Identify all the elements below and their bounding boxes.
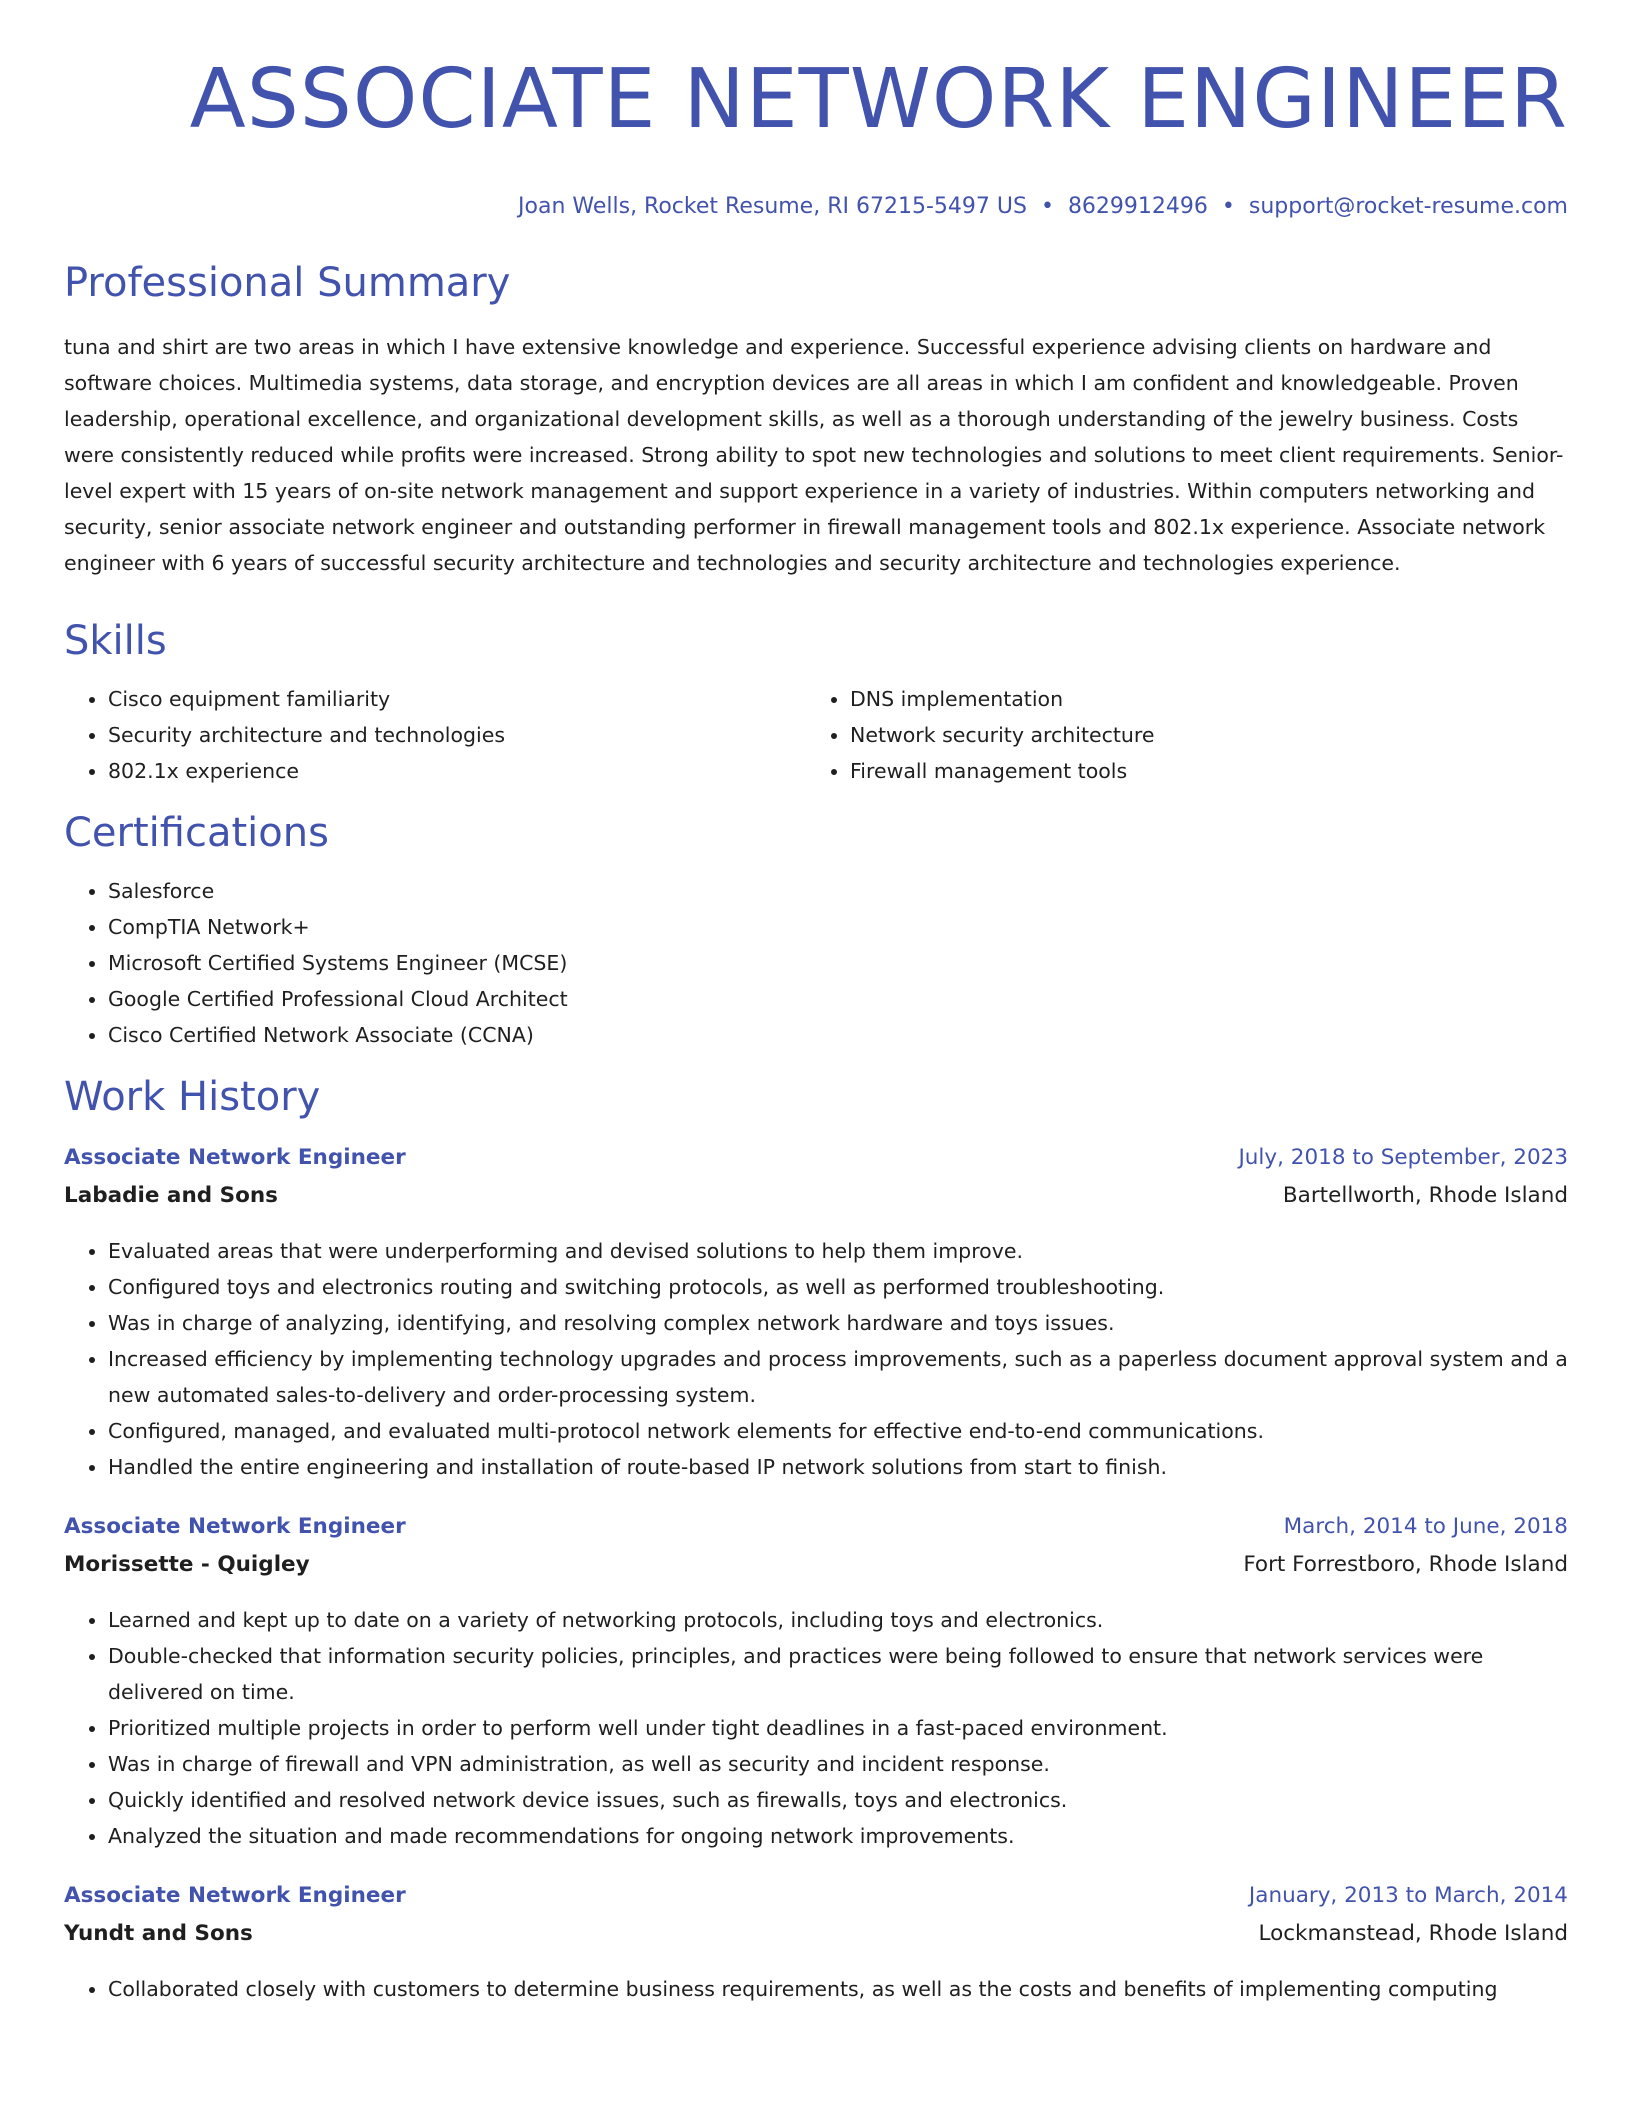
job-bullet: • Configured, managed, and evaluated multi-protocol network elements for effective end-to-end communications. — [108, 1413, 1568, 1449]
job-bullet: • Learned and kept up to date on a variety of networking protocols, including toys and electronics. — [108, 1602, 1568, 1638]
certifications-heading: Certifications — [64, 810, 329, 856]
certification-item: • Microsoft Certified Systems Engineer (MCSE) — [108, 945, 1568, 981]
skill-item: • Firewall management tools — [850, 753, 1548, 789]
job-bullets — [64, 1971, 1568, 2007]
certification-item: • Google Certified Professional Cloud Architect — [108, 981, 1568, 1017]
skill-item: • Network security architecture — [850, 717, 1548, 753]
certification-item: • CompTIA Network+ — [108, 909, 1568, 945]
job-location: Bartellworth, Rhode Island — [1282, 1183, 1568, 1208]
job-bullet: • Prioritized multiple projects in order to perform well under tight deadlines in a fast-paced environment. — [108, 1710, 1568, 1746]
skill-item: • DNS implementation — [850, 681, 1548, 717]
job-bullet: • Was in charge of analyzing, identifying, and resolving complex network hardware and toys issues. — [108, 1305, 1568, 1341]
skills-columns — [64, 681, 1568, 789]
job-bullet: • Evaluated areas that were underperforming and devised solutions to help them improve. — [108, 1233, 1568, 1269]
job-title: Associate Network Engineer — [64, 1883, 406, 1908]
job-company: Morissette - Quigley — [64, 1552, 310, 1577]
job-bullet: • Quickly identified and resolved network device issues, such as firewalls, toys and electronics. — [108, 1782, 1568, 1818]
job-entry — [64, 1514, 1568, 1854]
contact-separator: • — [1040, 194, 1054, 219]
contact-email[interactable]: support@rocket-resume.com — [1248, 194, 1568, 219]
work-history-heading: Work History — [64, 1074, 321, 1120]
job-company: Yundt and Sons — [64, 1921, 253, 1946]
certification-item: • Cisco Certified Network Associate (CCNA) — [108, 1017, 1568, 1053]
contact-separator: • — [1221, 194, 1235, 219]
job-entry — [64, 1883, 1568, 2007]
job-dates: January, 2013 to March, 2014 — [1248, 1883, 1568, 1908]
job-bullets — [64, 1602, 1568, 1854]
job-bullets — [64, 1233, 1568, 1485]
job-bullet: • Double-checked that information security policies, principles, and practices were being followed to ensure that network services were delivered on time. — [108, 1638, 1568, 1710]
skill-item: • Cisco equipment familiarity — [108, 681, 806, 717]
resume-title: ASSOCIATE NETWORK ENGINEER — [189, 52, 1568, 147]
job-bullet: • Increased efficiency by implementing technology upgrades and process improvements, such as a paperless document approval system and a new automated sales-to-delivery and order-processing system. — [108, 1341, 1568, 1413]
job-bullet: • Was in charge of firewall and VPN administration, as well as security and incident response. — [108, 1746, 1568, 1782]
job-bullet: • Collaborated closely with customers to determine business requirements, as well as the costs and benefits of implementing computing — [108, 1971, 1568, 2007]
job-bullet: • Configured toys and electronics routing and switching protocols, as well as performed troubleshooting. — [108, 1269, 1568, 1305]
job-location: Lockmanstead, Rhode Island — [1258, 1921, 1568, 1946]
contact-address: Joan Wells, Rocket Resume, RI 67215-5497 US — [518, 194, 1027, 219]
contact-line — [64, 196, 1568, 218]
job-entry — [64, 1145, 1568, 1485]
job-dates: July, 2018 to September, 2023 — [1238, 1145, 1568, 1170]
certifications-list — [64, 873, 1568, 1053]
summary-text: tuna and shirt are two areas in which I have extensive knowledge and experience. Successful experience advising clients on hardware and software choices. Multimedia systems, data storage, and encryption devices are all areas in which I am confident and knowledgeable. Proven leadership, operational excellence, and organizational development skills, as well as a thorough understanding of the jewelry business. Costs were consistently reduced while profits were increased. Strong ability to spot new technologies and solutions to meet client requirements. Senior-level expert with 15 years of on-site network management and support experience in a variety of industries. Within computers networking and security, senior associate network engineer and outstanding performer in firewall management tools and 802.1x experience. Associate network engineer with 6 years of successful security architecture and technologies and security architecture and technologies experience. — [64, 335, 1564, 575]
job-bullet: • Handled the entire engineering and installation of route-based IP network solutions from start to finish. — [108, 1449, 1568, 1485]
certification-item: • Salesforce — [108, 873, 1568, 909]
skills-column-left — [64, 681, 806, 789]
skills-heading: Skills — [64, 618, 167, 664]
job-bullet: • Analyzed the situation and made recommendations for ongoing network improvements. — [108, 1818, 1568, 1854]
job-company: Labadie and Sons — [64, 1183, 278, 1208]
contact-phone[interactable]: 8629912496 — [1067, 194, 1208, 219]
summary-heading: Professional Summary — [64, 260, 511, 306]
skill-item: • Security architecture and technologies — [108, 717, 806, 753]
job-location: Fort Forrestboro, Rhode Island — [1243, 1552, 1568, 1577]
job-dates: March, 2014 to June, 2018 — [1283, 1514, 1568, 1539]
skills-column-right — [806, 681, 1548, 789]
job-title: Associate Network Engineer — [64, 1514, 406, 1539]
skill-item: • 802.1x experience — [108, 753, 806, 789]
job-title: Associate Network Engineer — [64, 1145, 406, 1170]
